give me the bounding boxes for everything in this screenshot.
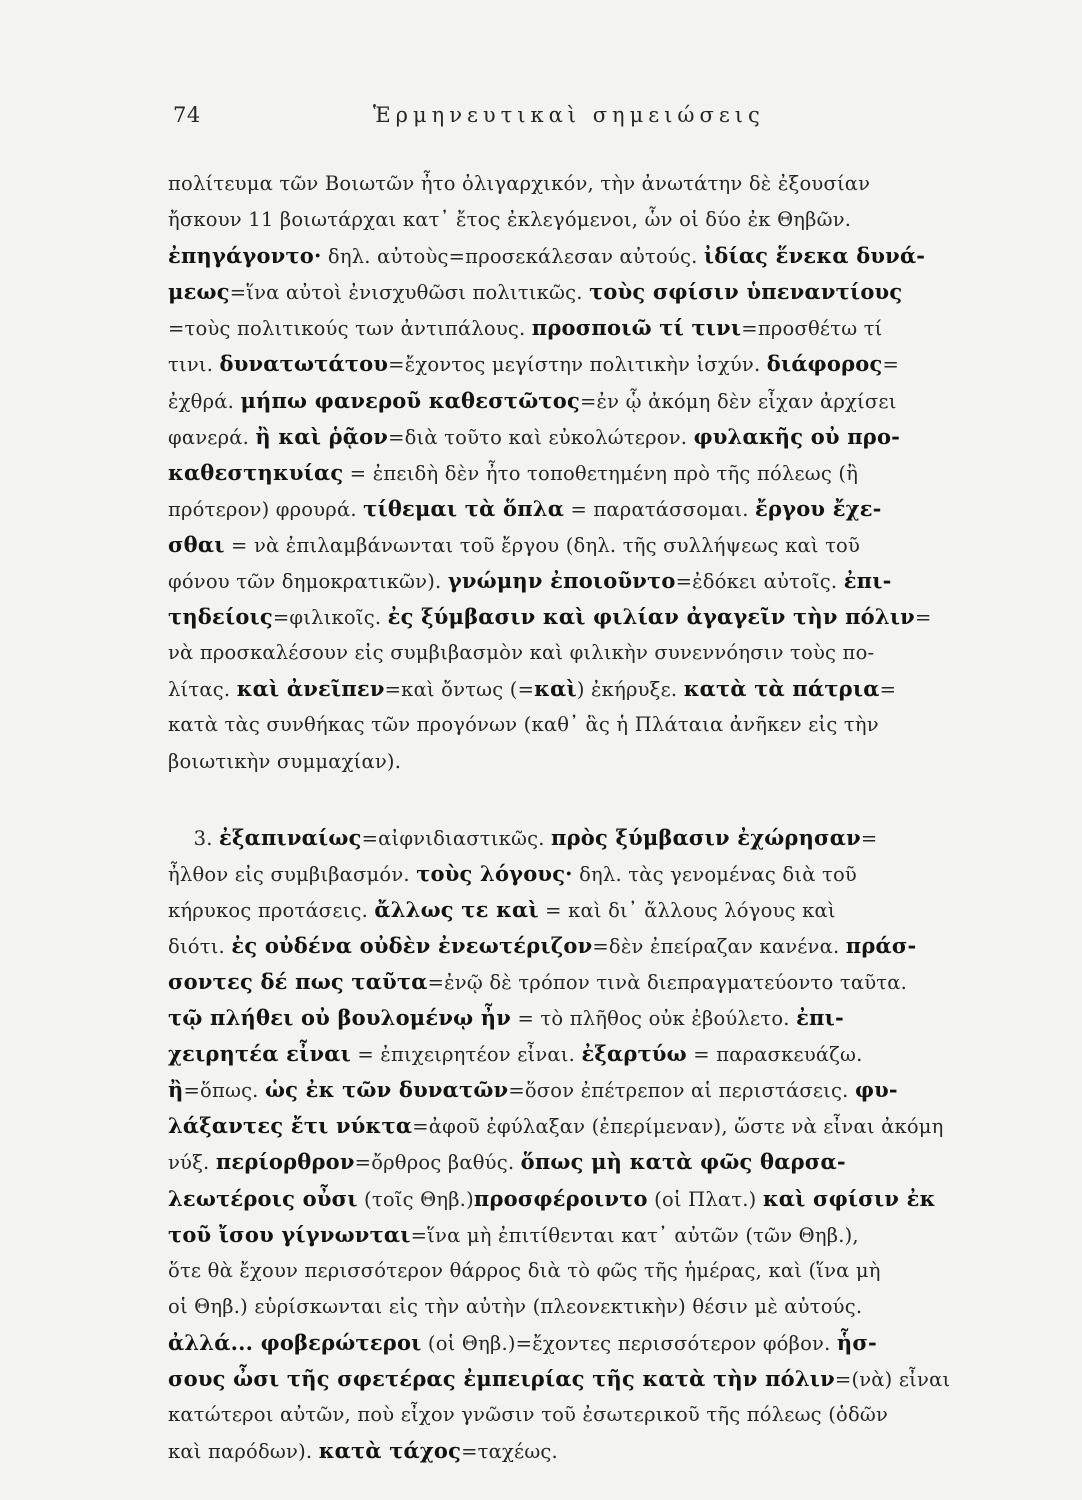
gloss-text: =ὅπως. [183, 1079, 265, 1103]
gloss-text: τινι. [168, 353, 220, 377]
text-line [168, 820, 998, 856]
gloss-text: = [860, 826, 878, 850]
text-line [168, 856, 998, 892]
text-line [168, 1433, 998, 1469]
lemma-bold: σοντες δέ πως ταῦτα [168, 968, 428, 994]
lemma-bold: κατὰ τὰ πάτρια [683, 676, 880, 702]
lemma-bold: φυλακῆς οὐ προ- [693, 423, 901, 449]
text-line [168, 383, 998, 419]
text-line [168, 563, 998, 599]
text-line [168, 166, 998, 202]
gloss-text: ὅτε θὰ ἔχουν περισσότερον θάρρος διὰ τὸ φῶς τῆς ἡμέρας, καὶ (ἵνα μὴ [168, 1258, 881, 1282]
text-line [168, 491, 998, 527]
lemma-bold: δυνατωτάτου [219, 351, 389, 377]
gloss-text: =ἵνα αὐτοὶ ἐνισχυθῶσι πολιτικῶς. [229, 281, 590, 305]
gloss-text: κατώτεροι αὐτῶν, ποὺ εἶχον γνῶσιν τοῦ ἐσωτερικοῦ τῆς πόλεως (ὁδῶν [168, 1403, 889, 1427]
lemma-bold: τοὺς λόγους· [416, 860, 573, 886]
gloss-text: =ἐδόκει αὐτοῖς. [675, 570, 844, 594]
lemma-bold: ἰδίας ἕνεκα δυνά- [703, 243, 926, 269]
text-line [168, 202, 998, 238]
gloss-text: =διὰ τοῦτο καὶ εὐκολώτερον. [388, 425, 694, 449]
lemma-bold: τίθεμαι τὰ ὅπλα [363, 495, 565, 521]
gloss-text: ) ἐκήρυξε. [576, 678, 684, 702]
gloss-text: διότι. [168, 934, 232, 958]
lemma-bold: σθαι [168, 531, 225, 557]
text-line [168, 1072, 998, 1108]
text-line [168, 599, 998, 635]
lemma-bold: ἢ καὶ ῥᾷον [255, 423, 389, 449]
text-line [168, 1325, 998, 1361]
lemma-bold: περίορθρον [215, 1149, 355, 1175]
lemma-bold: χειρητέα εἶναι [168, 1041, 351, 1067]
gloss-text: (τοῖς Θηβ.) [357, 1187, 474, 1211]
gloss-text: = [879, 678, 897, 702]
gloss-text: πρότερον) φρουρά. [168, 497, 364, 521]
gloss-text: βοιωτικὴν συμμαχίαν). [168, 749, 402, 773]
lemma-bold: καὶ [534, 676, 577, 702]
gloss-text: = [882, 353, 899, 377]
gloss-text: =προσθέτω τί [741, 317, 883, 341]
gloss-text: =καὶ ὄντως (= [384, 678, 535, 702]
lemma-bold: γνώμην ἐποιοῦντο [447, 568, 676, 594]
lemma-bold: ὅπως μὴ κατὰ φῶς θαρσα- [520, 1149, 846, 1175]
gloss-text: = παρατάσσομαι. [564, 497, 756, 521]
gloss-text: =ταχέως. [461, 1440, 558, 1464]
gloss-text: = παρασκευάζω. [686, 1043, 863, 1067]
lemma-bold: διάφορος [766, 351, 883, 377]
gloss-text: ἦλθον εἰς συμβιβασμόν. [168, 862, 417, 886]
text-line [168, 346, 998, 382]
text-line [168, 1000, 998, 1036]
lemma-bold: ἄλλως τε καὶ [374, 896, 539, 922]
lemma-bold: τηδείοις [168, 604, 273, 630]
page-number: 74 [173, 103, 201, 127]
page-header [173, 103, 993, 143]
text-line [168, 1289, 998, 1325]
gloss-text: ἐχθρά. [168, 389, 241, 413]
lemma-bold: μεως [168, 279, 230, 305]
lemma-bold: σους ὦσι τῆς σφετέρας ἐμπειρίας τῆς κατὰ τὴν πόλιν [168, 1366, 835, 1391]
lemma-bold: ἐπι- [843, 568, 892, 594]
text-line [168, 1181, 998, 1217]
gloss-text: =ἵνα μὴ ἐπιτίθενται κατ᾽ αὐτῶν (τῶν Θηβ.), [410, 1223, 859, 1247]
gloss-text: =ὅσον ἐπέτρεπον αἱ περιστάσεις. [508, 1079, 855, 1103]
gloss-text: =ἐν ᾧ ἀκόμη δὲν εἶχαν ἀρχίσει [579, 389, 897, 413]
text-line [168, 238, 998, 274]
lemma-bold: καθεστηκυίας [168, 459, 344, 485]
text-line [168, 744, 998, 780]
gloss-text: =ὄρθρος βαθύς. [354, 1151, 521, 1175]
text-line [168, 527, 998, 563]
text-line [168, 892, 998, 928]
lemma-bold: φυ- [854, 1077, 898, 1103]
gloss-text: πολίτευμα τῶν Βοιωτῶν ἦτο ὀλιγαρχικόν, τὴν ἀνωτάτην δὲ ἐξουσίαν [168, 172, 871, 195]
text-line [168, 310, 998, 346]
gloss-text: = ἐπειδὴ δὲν ἦτο τοποθετημένη πρὸ τῆς πόλεως (ἢ [343, 461, 859, 485]
lemma-bold: τοὺς σφίσιν ὑπεναντίους [589, 279, 903, 305]
text-line [168, 1217, 998, 1253]
gloss-text: δηλ. τὰς γενομένας διὰ τοῦ [572, 862, 857, 886]
lemma-bold: ἐπηγάγοντο· [168, 243, 322, 269]
gloss-text: κήρυκος προτάσεις. [168, 898, 375, 922]
gloss-text: (οἱ Πλατ.) [647, 1187, 763, 1211]
text-line [168, 455, 998, 491]
gloss-text: κατὰ τὰς συνθήκας τῶν προγόνων (καθ᾽ ἃς ἡ Πλάταια ἀνῆκεν εἰς τὴν [168, 713, 879, 737]
lemma-bold: προσποιῶ τί τινι [531, 315, 742, 341]
gloss-text: λίτας. [168, 678, 237, 702]
gloss-text: =τοὺς πολιτικούς των ἀντιπάλους. [168, 317, 532, 341]
lemma-bold: καὶ ἀνεῖπεν [236, 676, 385, 702]
lemma-bold: τῷ πλήθει οὐ βουλομένῳ ἦν [168, 1005, 512, 1031]
gloss-text: δηλ. αὐτοὺς=προσεκάλεσαν αὐτούς. [321, 245, 704, 269]
lemma-bold: καὶ σφίσιν ἐκ [762, 1185, 936, 1211]
lemma-bold: προσφέροιντο [473, 1185, 648, 1211]
gloss-text: =δὲν ἐπείραζαν κανένα. [592, 934, 846, 958]
running-head: Ἑρμηνευτικαὶ σημειώσεις [373, 103, 765, 127]
lemma-bold: ἔργου ἔχε- [755, 495, 882, 521]
gloss-text: καὶ παρόδων). [168, 1440, 319, 1464]
text-line [168, 671, 998, 707]
text-line [168, 1397, 998, 1433]
gloss-text: = καὶ δι᾽ ἄλλους λόγους καὶ [538, 898, 836, 922]
gloss-text: =φιλικοῖς. [272, 606, 388, 630]
lemma-bold: ἐξαπιναίως [219, 824, 362, 850]
text-line [168, 1144, 998, 1180]
gloss-text: =αἰφνιδιαστικῶς. [361, 826, 551, 850]
gloss-text: =ἐνῷ δὲ τρόπον τινὰ διεπραγματεύοντο ταῦτα. [427, 970, 908, 994]
gloss-text: = ἐπιχειρητέον εἶναι. [350, 1043, 582, 1067]
gloss-text: = νὰ ἐπιλαμβάνωνται τοῦ ἔργου (δηλ. τῆς συλλήψεως καὶ τοῦ [224, 533, 861, 557]
gloss-text: νύξ. [168, 1151, 216, 1175]
gloss-text: οἱ Θηβ.) εὑρίσκωνται εἰς τὴν αὐτὴν (πλεονεκτικὴν) θέσιν μὲ αὐτούς. [168, 1294, 863, 1318]
text-line [168, 635, 998, 671]
paragraph-gap [168, 780, 998, 820]
lemma-bold: πράσ- [845, 932, 917, 958]
lemma-bold: ἀλλά... φοβερώτεροι [168, 1329, 422, 1355]
lemma-bold: ἐς οὐδένα οὐδὲν ἐνεωτέριζον [231, 932, 593, 958]
gloss-text: = [914, 606, 932, 630]
lemma-bold: κατὰ τάχος [318, 1438, 462, 1464]
lemma-bold: ἧσ- [836, 1329, 877, 1355]
lemma-bold: ἐξαρτύω [581, 1041, 687, 1067]
lemma-bold: ὡς ἐκ τῶν δυνατῶν [264, 1077, 509, 1103]
lemma-bold: ἐς ξύμβασιν καὶ φιλίαν ἀγαγεῖν τὴν πόλιν [387, 604, 915, 630]
lemma-bold: λάξαντες ἔτι νύκτα [168, 1113, 413, 1139]
text-line [168, 1108, 998, 1144]
text-line [168, 707, 998, 743]
text-line [168, 964, 998, 1000]
text-line [168, 1036, 998, 1072]
gloss-text: =(νὰ) εἶναι [834, 1368, 951, 1391]
lemma-bold: τοῦ ἴσου γίγνωνται [168, 1221, 411, 1247]
gloss-text: = τὸ πλῆθος οὐκ ἐβούλετο. [511, 1007, 797, 1031]
gloss-text: (οἱ Θηβ.)=ἔχοντες περισσότερον φόβον. [421, 1331, 837, 1355]
gloss-text: φανερά. [168, 425, 256, 449]
lemma-bold: μήπω φανεροῦ καθεστῶτος [240, 387, 580, 413]
gloss-text: νὰ προσκαλέσουν εἰς συμβιβασμὸν καὶ φιλικὴν συνεννόησιν τοὺς πο- [168, 641, 875, 665]
lemma-bold: λεωτέροις οὖσι [168, 1185, 358, 1211]
gloss-text: φόνου τῶν δημοκρατικῶν). [168, 570, 448, 594]
commentary-text [168, 166, 998, 1469]
gloss-text: =ἔχοντος μεγίστην πολιτικὴν ἰσχύν. [388, 353, 767, 377]
text-line [168, 274, 998, 310]
lemma-bold: ἐπι- [796, 1005, 844, 1031]
text-line [168, 1253, 998, 1289]
lemma-bold: πρὸς ξύμβασιν ἐχώρησαν [551, 824, 861, 850]
lemma-bold: ἢ [168, 1077, 184, 1103]
gloss-text: 3. [168, 826, 219, 850]
text-line [168, 419, 998, 455]
gloss-text: =ἀφοῦ ἐφύλαξαν (ἐπερίμεναν), ὥστε νὰ εἶναι ἀκόμη [412, 1115, 944, 1139]
text-line [168, 1361, 998, 1397]
gloss-text: ἤσκουν 11 βοιωτάρχαι κατ᾽ ἔτος ἐκλεγόμενοι, ὧν οἱ δύο ἐκ Θηβῶν. [168, 208, 852, 232]
text-line [168, 928, 998, 964]
